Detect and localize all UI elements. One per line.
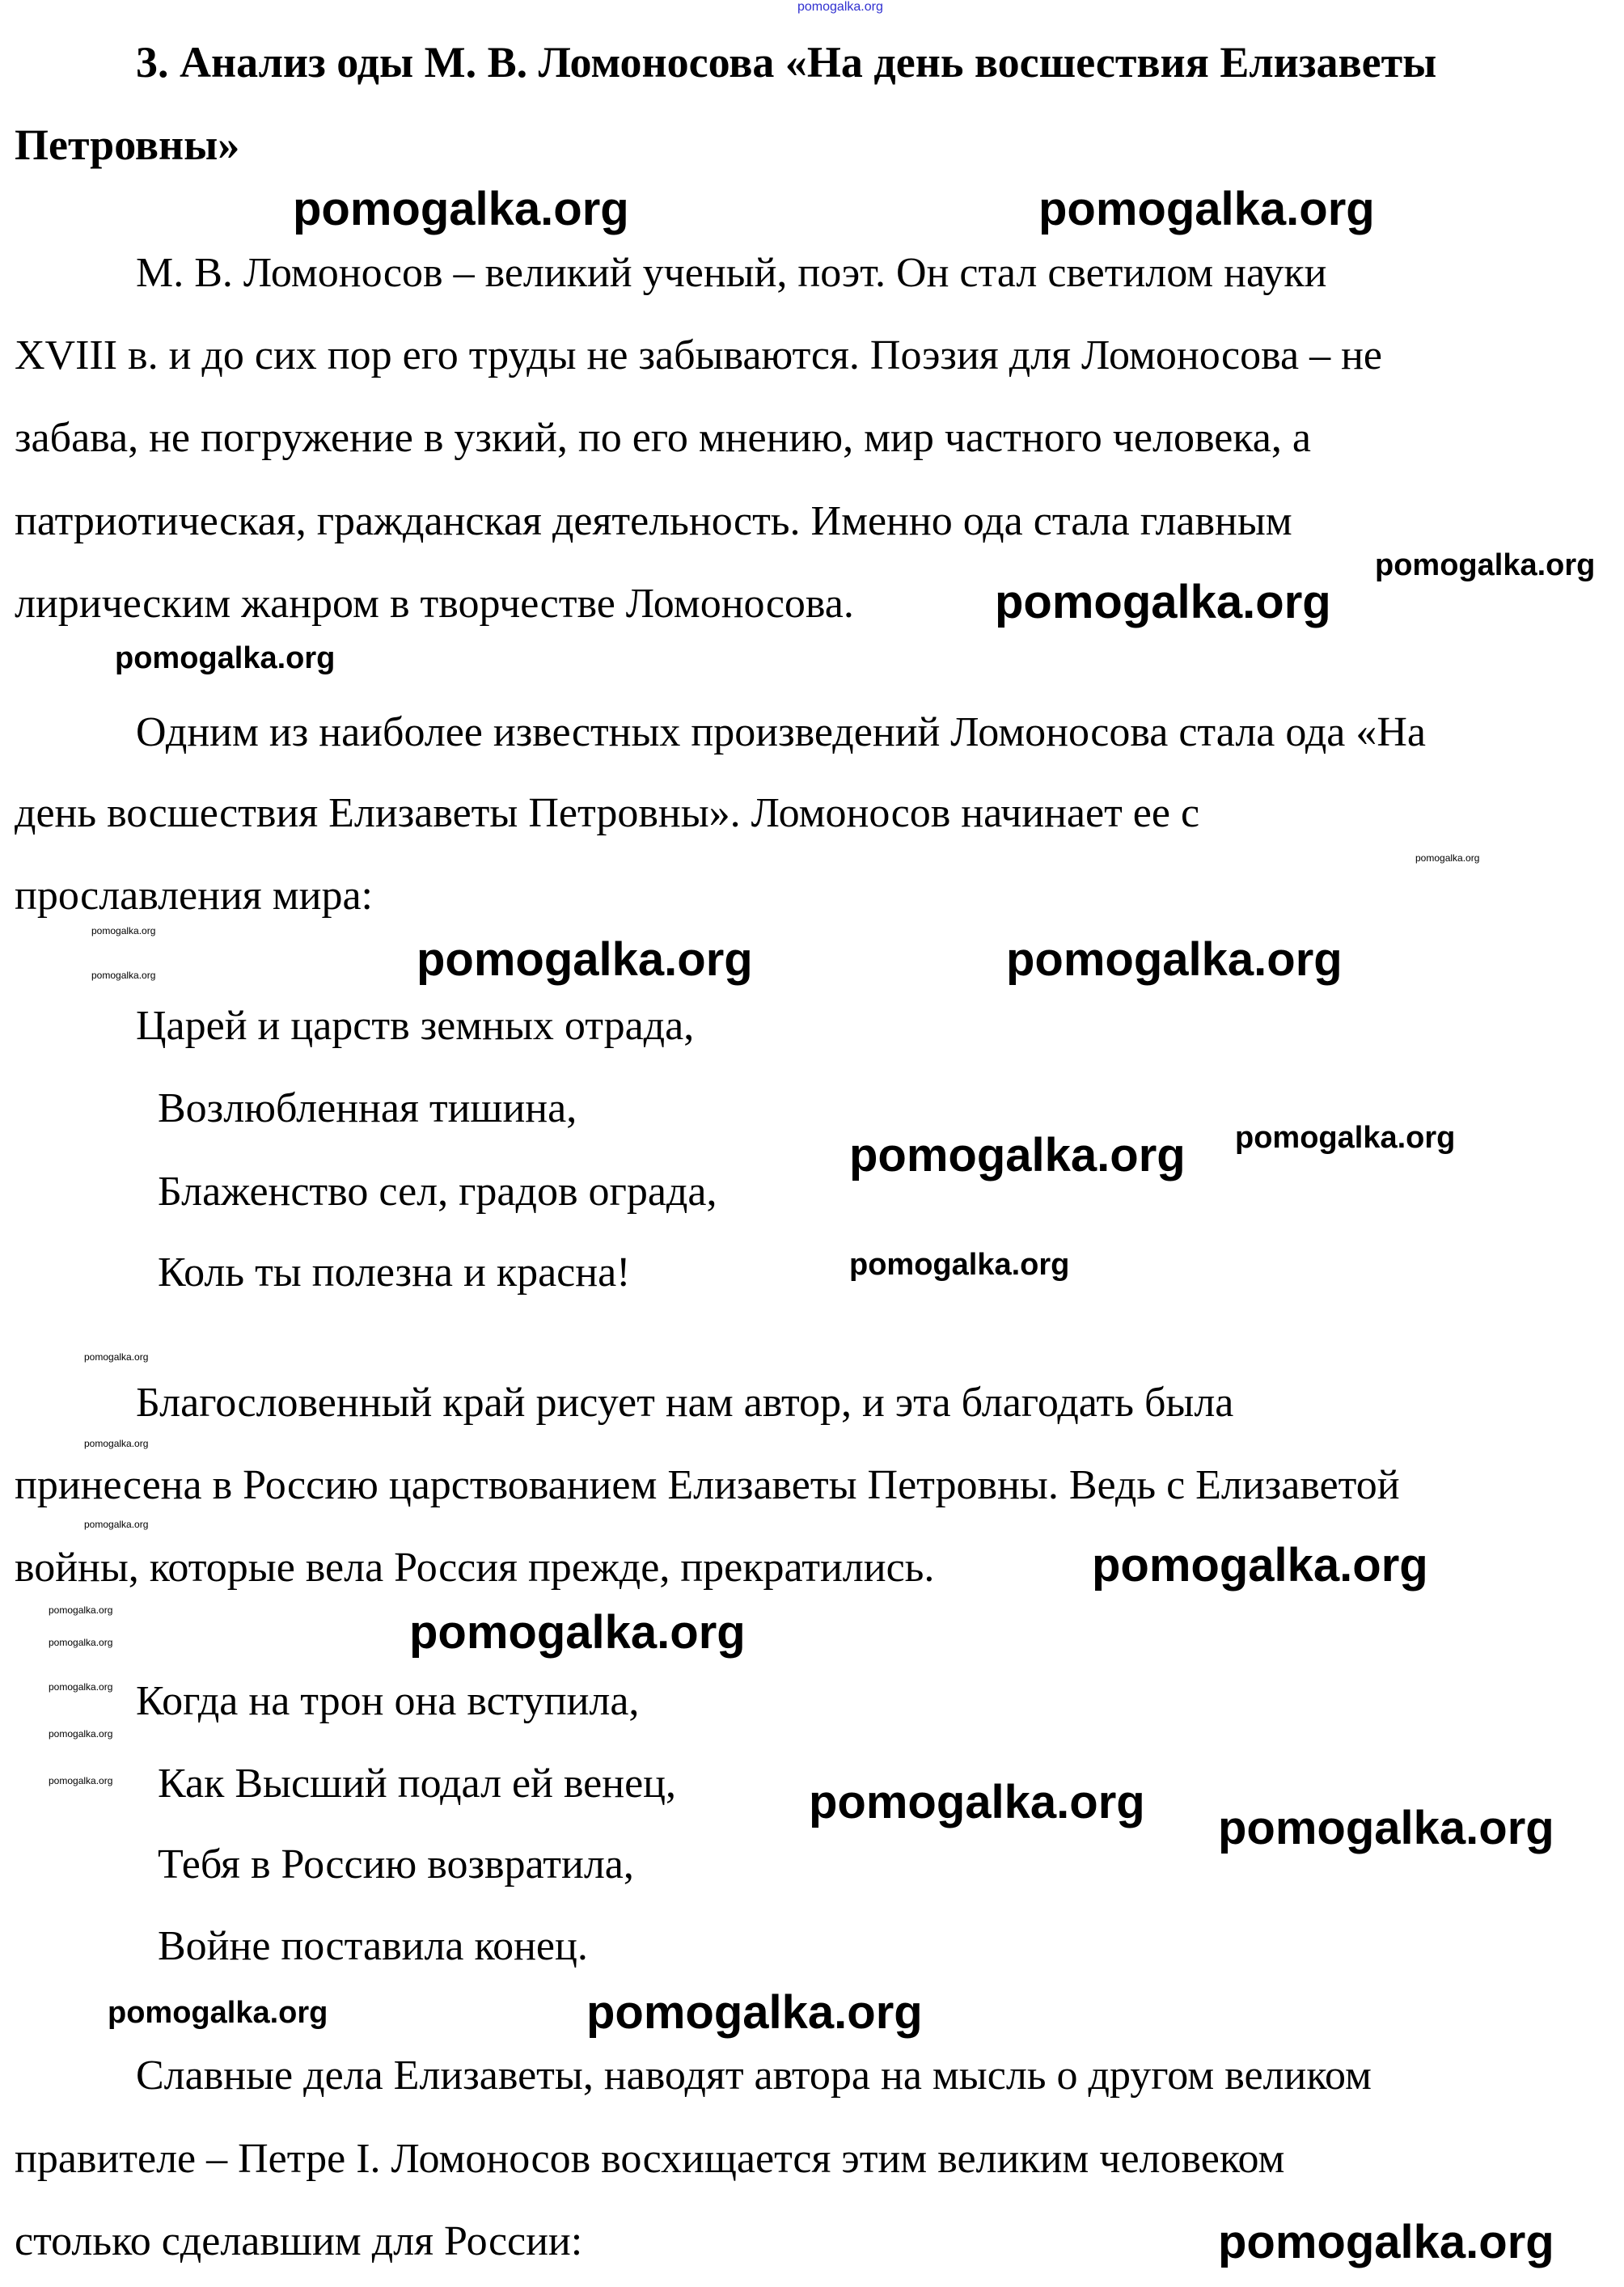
watermark: pomogalka.org — [1218, 2216, 1554, 2268]
watermark: pomogalka.org — [849, 1129, 1186, 1182]
watermark: pomogalka.org — [1038, 183, 1375, 235]
watermark: pomogalka.org — [49, 1728, 113, 1740]
paragraph-1-line: патриотическая, гражданская деятельность. Именно ода стала главным — [15, 498, 1292, 544]
paragraph-1-line: забава, не погружение в узкий, по его мнению, мир частного человека, а — [15, 415, 1311, 461]
paragraph-4-line: столько сделавшим для России: — [15, 2218, 583, 2264]
poem-2-line: Когда на трон она вступила, — [136, 1678, 640, 1724]
watermark: pomogalka.org — [1006, 933, 1343, 986]
watermark: pomogalka.org — [49, 1637, 113, 1648]
paragraph-3-line: Благословенный край рисует нам автор, и эта благодать была — [136, 1380, 1234, 1426]
watermark: pomogalka.org — [91, 925, 156, 936]
watermark: pomogalka.org — [1375, 548, 1596, 582]
paragraph-3-line: принесена в Россию царствованием Елизаветы Петровны. Ведь с Елизаветой — [15, 1462, 1400, 1508]
paragraph-4-line: Славные дела Елизаветы, наводят автора на мысль о другом великом — [136, 2052, 1372, 2099]
watermark: pomogalka.org — [586, 1986, 923, 2039]
watermark: pomogalka.org — [49, 1681, 113, 1693]
watermark: pomogalka.org — [84, 1351, 149, 1363]
watermark: pomogalka.org — [115, 641, 336, 675]
poem-1-line: Царей и царств земных отрада, — [136, 1003, 695, 1049]
watermark: pomogalka.org — [91, 970, 156, 981]
watermark: pomogalka.org — [849, 1248, 1070, 1282]
paragraph-2-line: Одним из наиболее известных произведений Ломоносова стала ода «На — [136, 709, 1427, 755]
watermark: pomogalka.org — [417, 933, 753, 986]
watermark: pomogalka.org — [108, 1996, 328, 2030]
watermark: pomogalka.org — [1092, 1539, 1428, 1592]
watermark-top[interactable]: pomogalka.org — [797, 0, 883, 14]
paragraph-4-line: правителе – Петре I. Ломоносов восхищается этим великим человеком — [15, 2136, 1285, 2182]
watermark: pomogalka.org — [809, 1776, 1145, 1828]
watermark: pomogalka.org — [293, 183, 629, 235]
watermark: pomogalka.org — [84, 1519, 149, 1530]
poem-2-line: Как Высший подал ей венец, — [158, 1761, 676, 1807]
poem-2-line: Войне поставила конец. — [158, 1923, 588, 1969]
paragraph-2-line: прославления мира: — [15, 873, 373, 919]
document-title-line-2: Петровны» — [15, 120, 240, 169]
watermark: pomogalka.org — [49, 1604, 113, 1616]
paragraph-3-line: войны, которые вела Россия прежде, прекратились. — [15, 1545, 935, 1591]
paragraph-1-line: М. В. Ломоносов – великий ученый, поэт. Он стал светилом науки — [136, 250, 1327, 296]
watermark: pomogalka.org — [84, 1438, 149, 1449]
poem-2-line: Тебя в Россию возвратила, — [158, 1841, 634, 1888]
watermark: pomogalka.org — [995, 576, 1331, 628]
watermark: pomogalka.org — [409, 1606, 746, 1659]
poem-1-line: Блаженство сел, градов ограда, — [158, 1169, 717, 1215]
document-title-line-1: 3. Анализ оды М. В. Ломоносова «На день восшествия Елизаветы — [136, 38, 1437, 87]
poem-1-line: Коль ты полезна и красна! — [158, 1249, 631, 1296]
watermark: pomogalka.org — [49, 1775, 113, 1786]
paragraph-1-line: XVIII в. и до сих пор его труды не забываются. Поэзия для Ломоносова – не — [15, 332, 1382, 378]
paragraph-1-line: лирическим жанром в творчестве Ломоносова. — [15, 581, 854, 627]
paragraph-2-line: день восшествия Елизаветы Петровны». Ломоносов начинает ее с — [15, 790, 1200, 836]
watermark: pomogalka.org — [1235, 1121, 1456, 1155]
watermark: pomogalka.org — [1218, 1802, 1554, 1854]
watermark: pomogalka.org — [1415, 852, 1480, 864]
poem-1-line: Возлюбленная тишина, — [158, 1085, 577, 1131]
